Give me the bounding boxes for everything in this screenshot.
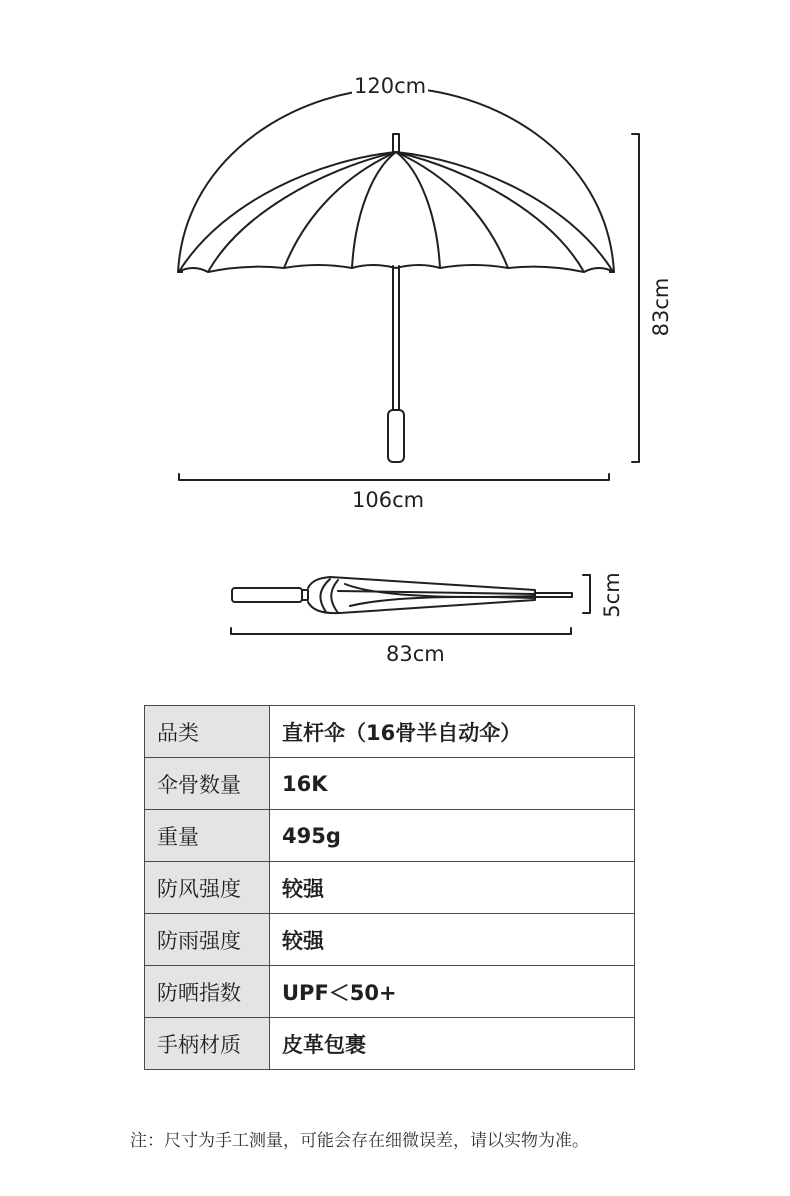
height-dimension-line — [632, 134, 639, 462]
spec-value: 直杆伞（16骨半自动伞） — [270, 706, 635, 758]
closed-tip — [535, 593, 572, 597]
spec-label: 防晒指数 — [145, 966, 270, 1018]
spec-label: 防风强度 — [145, 862, 270, 914]
height-label: 83cm — [649, 277, 673, 337]
umbrella-handle — [388, 410, 404, 462]
umbrella-tip — [393, 134, 399, 152]
spec-label: 伞骨数量 — [145, 758, 270, 810]
table-row — [145, 914, 635, 966]
diameter-dimension-line — [583, 575, 590, 613]
table-row — [145, 706, 635, 758]
spec-value: 较强 — [270, 914, 635, 966]
canopy-hem — [178, 265, 614, 272]
umbrella-shaft — [393, 266, 399, 410]
spec-value: 495g — [270, 810, 635, 862]
table-row — [145, 810, 635, 862]
canopy-rib — [396, 152, 440, 268]
width-dimension-line — [179, 474, 609, 480]
table-row — [145, 758, 635, 810]
closed-fold-line — [338, 591, 535, 594]
closed-handle — [232, 588, 302, 602]
spec-table — [144, 705, 635, 1070]
spec-value: UPF＜50+ — [270, 966, 635, 1018]
spec-label: 防雨强度 — [145, 914, 270, 966]
measurement-note: 注：尺寸为手工测量，可能会存在细微误差，请以实物为准。 — [130, 1131, 589, 1151]
spec-value: 较强 — [270, 862, 635, 914]
closed-length-label: 83cm — [386, 642, 445, 666]
diameter-label: 5cm — [600, 572, 624, 618]
table-row — [145, 966, 635, 1018]
arc-width-label: 120cm — [354, 74, 427, 98]
canopy-rib — [352, 152, 396, 268]
spec-label: 品类 — [145, 706, 270, 758]
table-row — [145, 1018, 635, 1070]
closed-length-dimension-line — [231, 628, 571, 634]
spec-label: 重量 — [145, 810, 270, 862]
spec-value: 16K — [270, 758, 635, 810]
span-label: 106cm — [352, 488, 425, 512]
closed-wrap-line — [320, 579, 330, 612]
spec-label: 手柄材质 — [145, 1018, 270, 1070]
table-row — [145, 862, 635, 914]
closed-fold-line — [345, 584, 535, 597]
canopy-outline — [178, 88, 614, 272]
closed-wrap-line — [331, 580, 338, 613]
spec-value: 皮革包裹 — [270, 1018, 635, 1070]
